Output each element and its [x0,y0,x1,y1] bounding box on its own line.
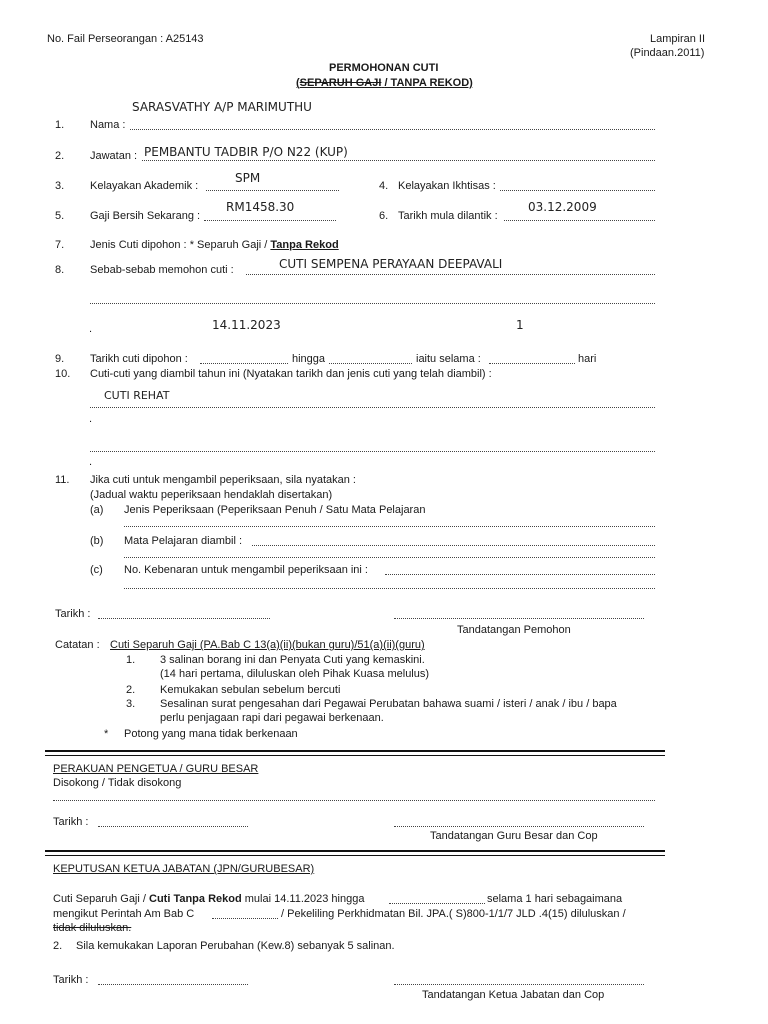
keputusan-line-3: tidak diluluskan. [53,922,132,934]
gaji-value[interactable]: RM1458.30 [226,200,295,214]
sebab-value[interactable]: CUTI SEMPENA PERAYAAN DEEPAVALI [279,257,503,271]
gaji-label: Gaji Bersih Sekarang : [90,210,201,222]
keputusan-perintah-line [212,918,278,919]
mata-pelajaran-line [252,545,655,546]
note-2: Kemukakan sebulan sebelum bercuti [160,684,341,696]
tempoh-line [489,363,575,364]
item-number: 11. [55,474,70,486]
potong-note: Potong yang mana tidak berkenaan [124,728,298,740]
perakuan-heading: PERAKUAN PENGETUA / GURU BESAR [53,763,259,775]
jawatan-line [142,160,655,161]
keputusan-tarikh-line [98,984,248,985]
dot-mark: . [89,413,93,425]
note-number: 2. [126,684,136,696]
catatan-label: Catatan : [55,639,100,651]
mata-pelajaran-line-2 [124,557,655,558]
tarikh-from-line [200,363,288,364]
item-number: 2. [53,940,63,952]
tarikh-dipohon-value[interactable]: 14.11.2023 [212,318,281,332]
item-number: 7. [55,239,65,251]
perakuan-signature-label: Tandatangan Guru Besar dan Cop [430,830,598,842]
nama-line [130,129,655,130]
item-number: 10. [55,368,71,380]
cuti-diambil-line-2 [90,451,655,452]
perakuan-signature-line [394,826,644,827]
note-number: 3. [126,698,136,710]
sebab-label: Sebab-sebab memohon cuti : [90,264,234,276]
form-title: PERMOHONAN CUTI [329,62,439,74]
item-number: 1. [55,119,65,131]
note-3: Sesalinan surat pengesahan dari Pegawai Perubatan bahawa suami / isteri / anak / ibu / bapa [160,698,617,710]
dot-mark: . [89,456,93,468]
section-divider-thin [45,855,665,856]
keputusan-signature-line [394,984,644,985]
jawatan-label: Jawatan : [90,150,138,162]
cuti-diambil-value[interactable]: CUTI REHAT [104,389,170,402]
disokong-label: Disokong / Tidak disokong [53,777,182,789]
amendment-label: (Pindaan.2011) [630,47,705,59]
star-mark: * [104,728,109,740]
peperiksaan-label: Jika cuti untuk mengambil peperiksaan, sila nyatakan : [90,474,356,486]
perakuan-tarikh-line [98,826,248,827]
nama-value[interactable]: SARASVATHY A/P MARIMUTHU [132,100,312,114]
perakuan-line [53,800,655,801]
section-divider [45,750,665,752]
kebenaran-line [385,574,655,575]
jenis-peperiksaan-label: Jenis Peperiksaan (Peperiksaan Penuh / Satu Mata Pelajaran [124,504,426,516]
hari-label: hari [578,353,597,365]
tarikh-lantik-value[interactable]: 03.12.2009 [528,200,597,214]
sebab-line-2 [90,303,655,304]
keputusan-line-1: Cuti Separuh Gaji / Cuti Tanpa Rekod mulai 14.11.2023 hingga [53,893,365,905]
catatan-ref: Cuti Separuh Gaji (PA.Bab C 13(a)(ii)(bukan guru)/51(a)(ii)(guru) [110,639,425,651]
peperiksaan-note: (Jadual waktu peperiksaan hendaklah disertakan) [90,489,333,501]
keputusan-hingga-line [389,903,485,904]
gaji-line [204,220,336,221]
sub-a: (a) [90,504,104,516]
item-number: 2. [55,150,65,162]
sub-b: (b) [90,535,104,547]
form-subtitle: (SEPARUH GAJI / TANPA REKOD) [296,77,473,89]
item-number: 6. [379,210,389,222]
mata-pelajaran-label: Mata Pelajaran diambil : [124,535,243,547]
ikhtisas-line [500,190,655,191]
note-1b: (14 hari pertama, diluluskan oleh Pihak Kuasa melulus) [160,668,430,680]
item-number: 5. [55,210,65,222]
nama-label: Nama : [90,119,126,131]
cuti-diambil-label: Cuti-cuti yang diambil tahun ini (Nyatakan tarikh dan jenis cuti yang telah diambil) : [90,368,492,380]
signature-line [394,618,644,619]
tarikh-label: Tarikh : [53,816,89,828]
note-1: 3 salinan borang ini dan Penyata Cuti yang kemaskini. [160,654,425,666]
jenis-peperiksaan-line [124,526,655,527]
item-number: 8. [55,264,65,276]
keputusan-signature-label: Tandatangan Ketua Jabatan dan Cop [422,989,605,1001]
tarikh-line [98,618,270,619]
keputusan-heading: KEPUTUSAN KETUA JABATAN (JPN/GURUBESAR) [53,863,315,875]
sub-c: (c) [90,564,103,576]
tarikh-label: Tarikh : [55,608,91,620]
tarikh-to-line [329,363,412,364]
tempoh-value[interactable]: 1 [516,318,524,332]
section-divider [45,850,665,852]
jawatan-value[interactable]: PEMBANTU TADBIR P/O N22 (KUP) [144,145,348,159]
dot-mark: . [89,323,93,335]
keputusan-line-2: mengikut Perintah Am Bab C [53,908,195,920]
kebenaran-line-2 [124,588,655,589]
akademik-line [206,190,339,191]
tarikh-dipohon-label: Tarikh cuti dipohon : [90,353,188,365]
iaitu-label: iaitu selama : [416,353,481,365]
akademik-value[interactable]: SPM [235,171,261,185]
keputusan-selama: selama 1 hari sebagaimana [487,893,623,905]
tarikh-label: Tarikh : [53,974,89,986]
appendix-label: Lampiran II [650,33,706,45]
tarikh-lantik-label: Tarikh mula dilantik : [398,210,498,222]
ikhtisas-label: Kelayakan Ikhtisas : [398,180,496,192]
sebab-line [246,274,655,275]
item-number: 9. [55,353,65,365]
tarikh-lantik-line [504,220,655,221]
item-number: 3. [55,180,65,192]
section-divider-thin [45,755,665,756]
akademik-label: Kelayakan Akademik : [90,180,199,192]
keputusan-line-2b: / Pekeliling Perkhidmatan Bil. JPA.( S)800-1/1/7 JLD .4(15) diluluskan / [281,908,626,920]
item-number: 4. [379,180,389,192]
file-number: No. Fail Perseorangan : A25143 [47,33,204,45]
keputusan-line-4: Sila kemukakan Laporan Perubahan (Kew.8) sebanyak 5 salinan. [76,940,395,952]
cuti-diambil-line [90,407,655,408]
signature-pemohon-label: Tandatangan Pemohon [457,624,571,636]
note-3b: perlu penjagaan rapi dari pegawai berkenaan. [160,712,384,724]
jenis-cuti: Jenis Cuti dipohon : * Separuh Gaji / Tanpa Rekod [90,239,339,251]
hingga-label: hingga [292,353,326,365]
note-number: 1. [126,654,136,666]
kebenaran-label: No. Kebenaran untuk mengambil peperiksaan ini : [124,564,368,576]
